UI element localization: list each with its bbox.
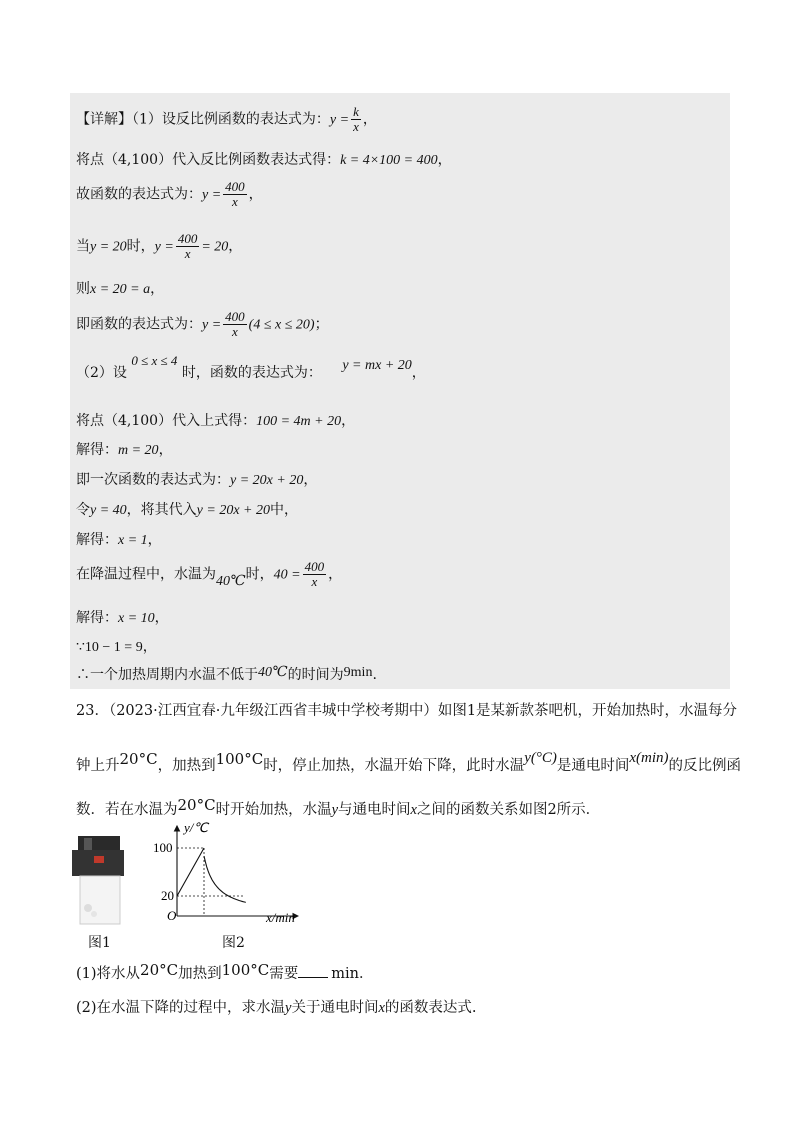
text: ∴一个加热周期内水温不低于 — [76, 667, 258, 683]
fraction — [176, 232, 200, 261]
math: 9min — [343, 665, 373, 680]
text: 令 — [76, 502, 90, 518]
text: ， — [328, 566, 343, 583]
numerator: 400 — [225, 309, 245, 324]
tick-100: 100 — [153, 840, 173, 855]
solution-line-5 — [76, 278, 164, 298]
text: 加热到 — [178, 966, 222, 982]
text: 即函数的表达式为： — [76, 316, 202, 333]
figure-2-label: 图2 — [222, 935, 245, 951]
text: 解得： — [76, 532, 118, 548]
heating-segment — [177, 848, 204, 896]
text: 的函数表达式. — [384, 1000, 477, 1016]
text: 钟上升 — [76, 758, 120, 774]
tea-machine-figure — [70, 832, 130, 928]
answer-blank[interactable] — [298, 965, 328, 978]
math: 100 = 4m + 20 — [256, 414, 342, 429]
math: y — [331, 802, 339, 818]
decoration — [91, 911, 97, 917]
text: 之间的函数关系如图2所示． — [416, 802, 601, 818]
denominator: x — [232, 194, 238, 209]
math: y(°C) — [524, 750, 557, 766]
solution-line-6 — [76, 310, 329, 339]
solution-line-3 — [76, 180, 263, 209]
solution-line-7 — [76, 353, 426, 382]
denominator: x — [232, 324, 238, 339]
text: 在降温过程中，水温为 — [76, 566, 216, 583]
solution-line-12 — [76, 529, 162, 549]
subquestion-2 — [76, 996, 477, 1017]
text: ， — [147, 532, 162, 548]
numerator: 400 — [225, 179, 245, 194]
math: 20°C — [177, 796, 216, 814]
text: ，加热到 — [157, 758, 216, 774]
text: ， — [437, 152, 452, 168]
text: 需要 — [269, 966, 299, 982]
text: . — [372, 667, 377, 683]
text: 时， — [245, 566, 274, 583]
question-line-2 — [76, 750, 741, 775]
text: 时， — [126, 238, 155, 255]
text: 【详解】（1）设反比例函数的表达式为： — [76, 111, 330, 128]
text: 则 — [76, 281, 90, 297]
math: x — [378, 1000, 385, 1016]
x-axis-label: x/min — [266, 910, 295, 925]
text: 与通电时间 — [338, 802, 411, 818]
text: 的时间为 — [287, 667, 344, 683]
math: y = 40 — [90, 503, 127, 518]
math: 0 ≤ x ≤ 4 — [131, 353, 178, 368]
text: 将点（4,100）代入上式得： — [76, 413, 257, 429]
text: 是通电时间 — [556, 758, 630, 774]
text: 23．（2023·江西宜春·九年级江西省丰城中学校考期中）如图1是某新款茶吧机，开始加热时，水温每分 — [76, 703, 738, 719]
math: ∵10 − 1 = 9 — [76, 640, 143, 655]
solution-line-4 — [76, 232, 242, 261]
math: y = — [329, 112, 350, 128]
denominator: x — [184, 246, 191, 261]
math: y = — [202, 187, 222, 203]
math: 40℃ — [216, 573, 246, 589]
text: ， — [303, 472, 318, 488]
question-line-3 — [76, 798, 600, 819]
solution-line-13 — [76, 560, 342, 589]
figure-1-label: 图1 — [88, 935, 111, 951]
fraction — [351, 105, 361, 134]
text: ， — [150, 281, 165, 297]
math: y = 20x + 20 — [230, 473, 304, 488]
text: 解得： — [76, 442, 118, 458]
math: x — [410, 802, 417, 818]
numerator: 400 — [177, 231, 198, 246]
text: 关于通电时间 — [291, 1000, 379, 1016]
math: y = 20 — [90, 239, 127, 255]
kettle-icon — [84, 838, 92, 850]
solution-line-9 — [76, 439, 173, 459]
math: = 20 — [201, 239, 229, 255]
decoration — [84, 904, 92, 912]
text: ， — [142, 639, 157, 655]
math: y = mx + 20 — [342, 358, 412, 373]
text: ， — [228, 238, 243, 255]
text: ； — [314, 316, 329, 333]
math: 20°C — [140, 961, 179, 979]
fraction — [303, 560, 327, 589]
text: ， — [154, 610, 169, 626]
math: 40 = — [273, 567, 301, 583]
text: 时，函数的表达式为： — [181, 365, 322, 381]
machine-body — [80, 876, 120, 924]
text: ，将其代入 — [126, 502, 197, 518]
math: y = 20x + 20 — [196, 503, 270, 518]
text: ． — [358, 966, 374, 982]
cup-icon — [94, 856, 104, 863]
math: y — [285, 1000, 292, 1016]
solution-line-10 — [76, 469, 317, 489]
solution-line-8 — [76, 410, 355, 430]
text: ， — [248, 186, 263, 203]
text: 时开始加热，水温 — [215, 802, 332, 818]
text: 当 — [76, 238, 90, 255]
math: x = 1 — [118, 533, 148, 548]
text: 将点（4,100）代入反比例函数表达式得： — [76, 152, 341, 168]
solution-line-15 — [76, 636, 157, 656]
text: ， — [158, 442, 173, 458]
text: (1)将水从 — [76, 966, 141, 982]
tick-20: 20 — [161, 888, 174, 903]
math: 40℃ — [258, 665, 288, 680]
unit: min — [331, 966, 359, 982]
denominator: x — [353, 119, 359, 134]
subquestion-1 — [76, 962, 373, 983]
math: m = 20 — [118, 443, 159, 458]
text: ， — [411, 365, 426, 381]
numerator: k — [353, 104, 359, 119]
text: （2）设 — [76, 365, 127, 381]
numerator: 400 — [304, 559, 325, 574]
question-line-1 — [76, 699, 737, 720]
math: x = 20 = a — [90, 282, 151, 297]
text: ， — [341, 413, 356, 429]
solution-line-2 — [76, 149, 452, 169]
denominator: x — [311, 574, 318, 589]
fraction — [223, 180, 247, 209]
text: 数．若在水温为 — [76, 802, 178, 818]
cooling-curve — [204, 856, 246, 902]
solution-line-14 — [76, 607, 169, 627]
text: 故函数的表达式为： — [76, 186, 202, 203]
fraction — [223, 310, 247, 339]
math: x(min) — [629, 750, 669, 766]
text: 即一次函数的表达式为： — [76, 472, 230, 488]
math: 20°C — [119, 750, 158, 768]
text: 解得： — [76, 610, 118, 626]
text: 时，停止加热，水温开始下降，此时水温 — [263, 758, 525, 774]
text: (2)在水温下降的过程中，求水温 — [76, 1000, 286, 1016]
math: k = 4×100 = 400 — [340, 153, 438, 168]
solution-line-11 — [76, 499, 298, 519]
math: y = — [154, 239, 174, 255]
solution-line-16 — [76, 664, 377, 684]
math: x = 10 — [118, 611, 155, 626]
y-axis-label: y/℃ — [184, 820, 208, 835]
text: 的反比例函 — [668, 758, 741, 774]
origin-label: O — [167, 908, 177, 923]
text: 中， — [270, 502, 298, 518]
temperature-graph — [150, 820, 300, 930]
math: 100°C — [215, 750, 264, 768]
text: ， — [362, 111, 377, 128]
solution-line-1 — [76, 105, 377, 134]
math: y = — [202, 317, 222, 333]
math: 100°C — [221, 961, 270, 979]
math: (4 ≤ x ≤ 20) — [248, 317, 315, 333]
